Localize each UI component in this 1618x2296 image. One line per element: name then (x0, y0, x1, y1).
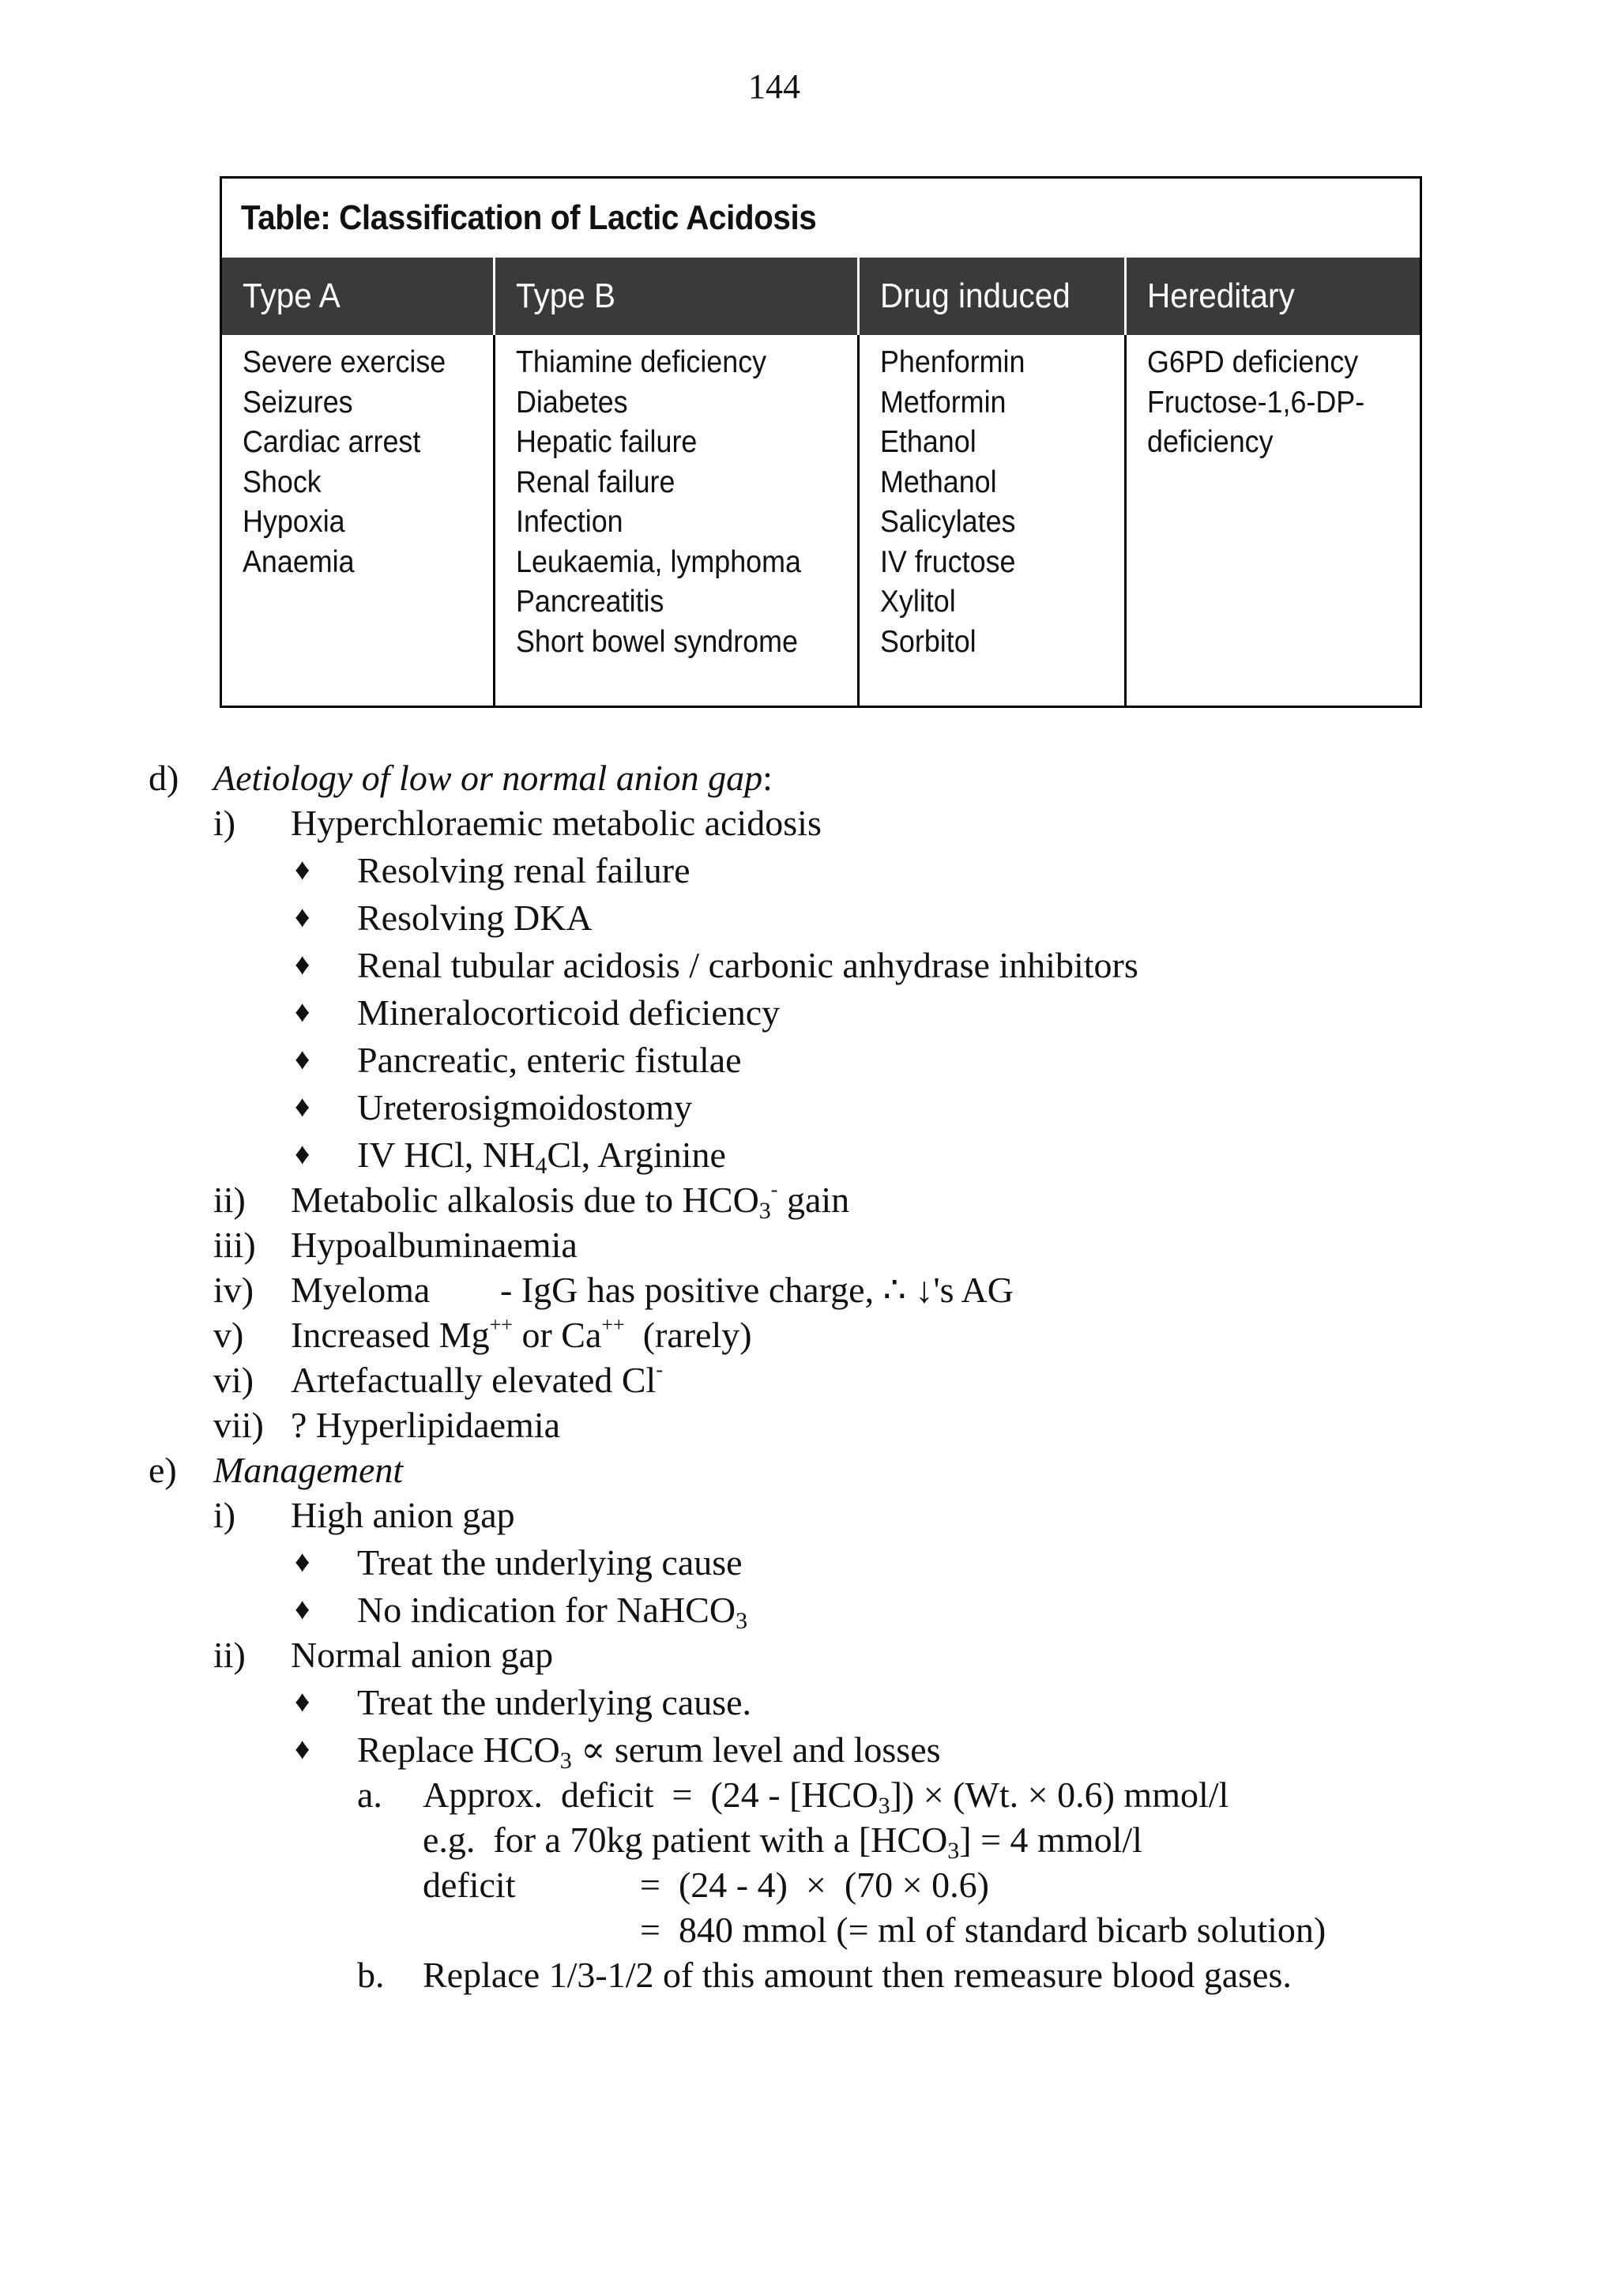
diamond-bullet-icon: ♦ (295, 901, 310, 934)
section-d-marker: d) (149, 758, 179, 798)
e-a-line-3-expr: = (24 - 4) × (70 × 0.6) (640, 1865, 989, 1905)
table-cell-line: G6PD deficiency (1147, 345, 1359, 379)
d-v-text (291, 1312, 752, 1357)
text-run: Metabolic alkalosis due to HCO (291, 1180, 759, 1220)
header-hereditary: Hereditary (1147, 277, 1295, 315)
e-ii-bullet-1: Treat the underlying cause. (357, 1682, 752, 1722)
section-d-colon: : (762, 758, 773, 798)
d-bullet-7 (357, 1132, 726, 1177)
table-cell-line: Renal failure (516, 465, 675, 499)
subscript: 3 (736, 1608, 748, 1634)
table-cell-line: Salicylates (880, 505, 1016, 539)
d-iii-text: Hypoalbuminaemia (291, 1225, 578, 1265)
text-run: (rarely) (624, 1315, 752, 1355)
table-cell-line: Diabetes (516, 385, 628, 420)
subscript: 3 (947, 1838, 960, 1864)
e-b-text: Replace 1/3-1/2 of this amount then remeasure blood gases. (423, 1955, 1292, 1995)
e-i-text: High anion gap (291, 1495, 515, 1535)
diamond-bullet-icon: ♦ (295, 1090, 310, 1124)
table-cell-line: Pancreatitis (516, 585, 664, 619)
e-a-line-2 (423, 1817, 1142, 1862)
d-vi-marker: vi) (213, 1360, 254, 1400)
d-iv-marker: iv) (213, 1270, 254, 1310)
table-cell-line: Ethanol (880, 425, 976, 459)
lactic-acidosis-table (220, 176, 1422, 708)
diamond-bullet-icon: ♦ (295, 1043, 310, 1076)
superscript: ++ (601, 1313, 625, 1336)
text-run: Increased Mg (291, 1315, 490, 1355)
d-iv-note: - IgG has positive charge, ∴ ↓'s AG (500, 1270, 1014, 1310)
d-vi-text (291, 1357, 663, 1402)
header-type-b: Type B (495, 258, 860, 335)
text-run: Approx. deficit = (24 - [HCO (423, 1775, 879, 1815)
d-vii-marker: vii) (213, 1405, 264, 1445)
diamond-bullet-icon: ♦ (295, 1733, 310, 1766)
table-cell-line: deficiency (1147, 425, 1274, 459)
text-run: e.g. for a 70kg patient with a [HCO (423, 1820, 948, 1860)
table-cell-line: Short bowel syndrome (516, 624, 798, 659)
diamond-bullet-icon: ♦ (295, 948, 310, 981)
drug-induced-cell (860, 335, 1127, 706)
text-run: ∝ serum level and losses (571, 1730, 941, 1770)
diamond-bullet-icon: ♦ (295, 996, 310, 1029)
table-header-row (222, 258, 1420, 335)
table-cell-line: Xylitol (880, 585, 956, 619)
d-ii-text (291, 1177, 849, 1222)
d-bullet-5: Pancreatic, enteric fistulae (357, 1040, 742, 1080)
header-drug-induced: Drug induced (860, 258, 1127, 335)
subscript: 4 (535, 1153, 547, 1179)
diamond-bullet-icon: ♦ (295, 1545, 310, 1579)
d-vii-text: ? Hyperlipidaemia (291, 1405, 561, 1445)
table-cell-line: Infection (516, 505, 623, 539)
superscript: - (656, 1358, 664, 1381)
table-cell-line: Methanol (880, 465, 997, 499)
diamond-bullet-icon: ♦ (295, 1685, 310, 1718)
text-run: No indication for NaHCO (357, 1590, 736, 1630)
d-iv-text: Myeloma (291, 1270, 431, 1310)
text-run: Cl, Arginine (547, 1135, 726, 1175)
table-cell-line: Shock (243, 465, 322, 499)
table-cell-line: Fructose-1,6-DP- (1147, 385, 1365, 420)
table-cell-line: Severe exercise (243, 345, 446, 379)
d-i-text: Hyperchloraemic metabolic acidosis (291, 803, 822, 843)
d-bullet-2: Resolving DKA (357, 898, 593, 938)
table-cell-line: Phenformin (880, 345, 1025, 379)
d-bullet-3: Renal tubular acidosis / carbonic anhydrase inhibitors (357, 945, 1138, 985)
type-b-cell (495, 335, 860, 706)
table-cell-line: Seizures (243, 385, 353, 420)
diamond-bullet-icon: ♦ (295, 1593, 310, 1626)
d-bullet-6: Ureterosigmoidostomy (357, 1087, 693, 1127)
d-ii-marker: ii) (213, 1180, 246, 1220)
e-i-marker: i) (213, 1495, 236, 1535)
section-d-title: Aetiology of low or normal anion gap (213, 758, 763, 798)
table-cell-line: Hypoxia (243, 505, 345, 539)
text-run: gain (777, 1180, 850, 1220)
hereditary-cell (1127, 335, 1420, 706)
text-run: or Ca (512, 1315, 602, 1355)
e-a-line-4-expr: = 840 mmol (= ml of standard bicarb solution) (640, 1910, 1326, 1950)
subscript: 3 (878, 1793, 890, 1819)
table-title: Table: Classification of Lactic Acidosis (240, 198, 817, 237)
table-cell-line: Cardiac arrest (243, 425, 421, 459)
text-run: ] = 4 mmol/l (959, 1820, 1142, 1860)
page-number: 144 (748, 67, 800, 106)
subscript: 3 (758, 1198, 771, 1224)
text-run: ]) × (Wt. × 0.6) mmol/l (890, 1775, 1229, 1815)
d-bullet-1: Resolving renal failure (357, 850, 690, 890)
d-i-marker: i) (213, 803, 236, 843)
superscript: ++ (489, 1313, 513, 1336)
text-run: IV HCl, NH (357, 1135, 536, 1175)
e-b-marker: b. (357, 1955, 385, 1995)
section-d-heading (213, 755, 773, 800)
table-cell-line: Anaemia (243, 544, 355, 579)
text-run: Replace HCO (357, 1730, 560, 1770)
table-body-row (222, 335, 1420, 706)
e-a-line-3-label: deficit (423, 1865, 516, 1905)
superscript: - (770, 1178, 778, 1201)
type-a-cell (222, 335, 495, 706)
table-cell-line: Sorbitol (880, 624, 976, 659)
table-cell-line: Thiamine deficiency (516, 345, 767, 379)
header-type-a: Type A (222, 258, 495, 335)
table-cell-line: Hepatic failure (516, 425, 698, 459)
table-cell-line: Metformin (880, 385, 1007, 420)
e-i-bullet-2 (357, 1587, 747, 1632)
diamond-bullet-icon: ♦ (295, 853, 310, 886)
d-v-marker: v) (213, 1315, 244, 1355)
e-ii-bullet-2 (357, 1727, 941, 1772)
section-e-marker: e) (149, 1450, 177, 1490)
table-cell-line: Leukaemia, lymphoma (516, 544, 801, 579)
d-iii-marker: iii) (213, 1225, 256, 1265)
subscript: 3 (559, 1748, 572, 1774)
section-e-title: Management (213, 1450, 404, 1490)
e-i-bullet-1: Treat the underlying cause (357, 1542, 743, 1583)
e-a-marker: a. (357, 1775, 382, 1815)
text-run: Artefactually elevated Cl (291, 1360, 657, 1400)
e-a-line-1 (423, 1772, 1229, 1817)
e-ii-text: Normal anion gap (291, 1635, 554, 1675)
d-bullet-4: Mineralocorticoid deficiency (357, 992, 781, 1033)
e-ii-marker: ii) (213, 1635, 246, 1675)
diamond-bullet-icon: ♦ (295, 1138, 310, 1171)
table-cell-line: IV fructose (880, 544, 1016, 579)
